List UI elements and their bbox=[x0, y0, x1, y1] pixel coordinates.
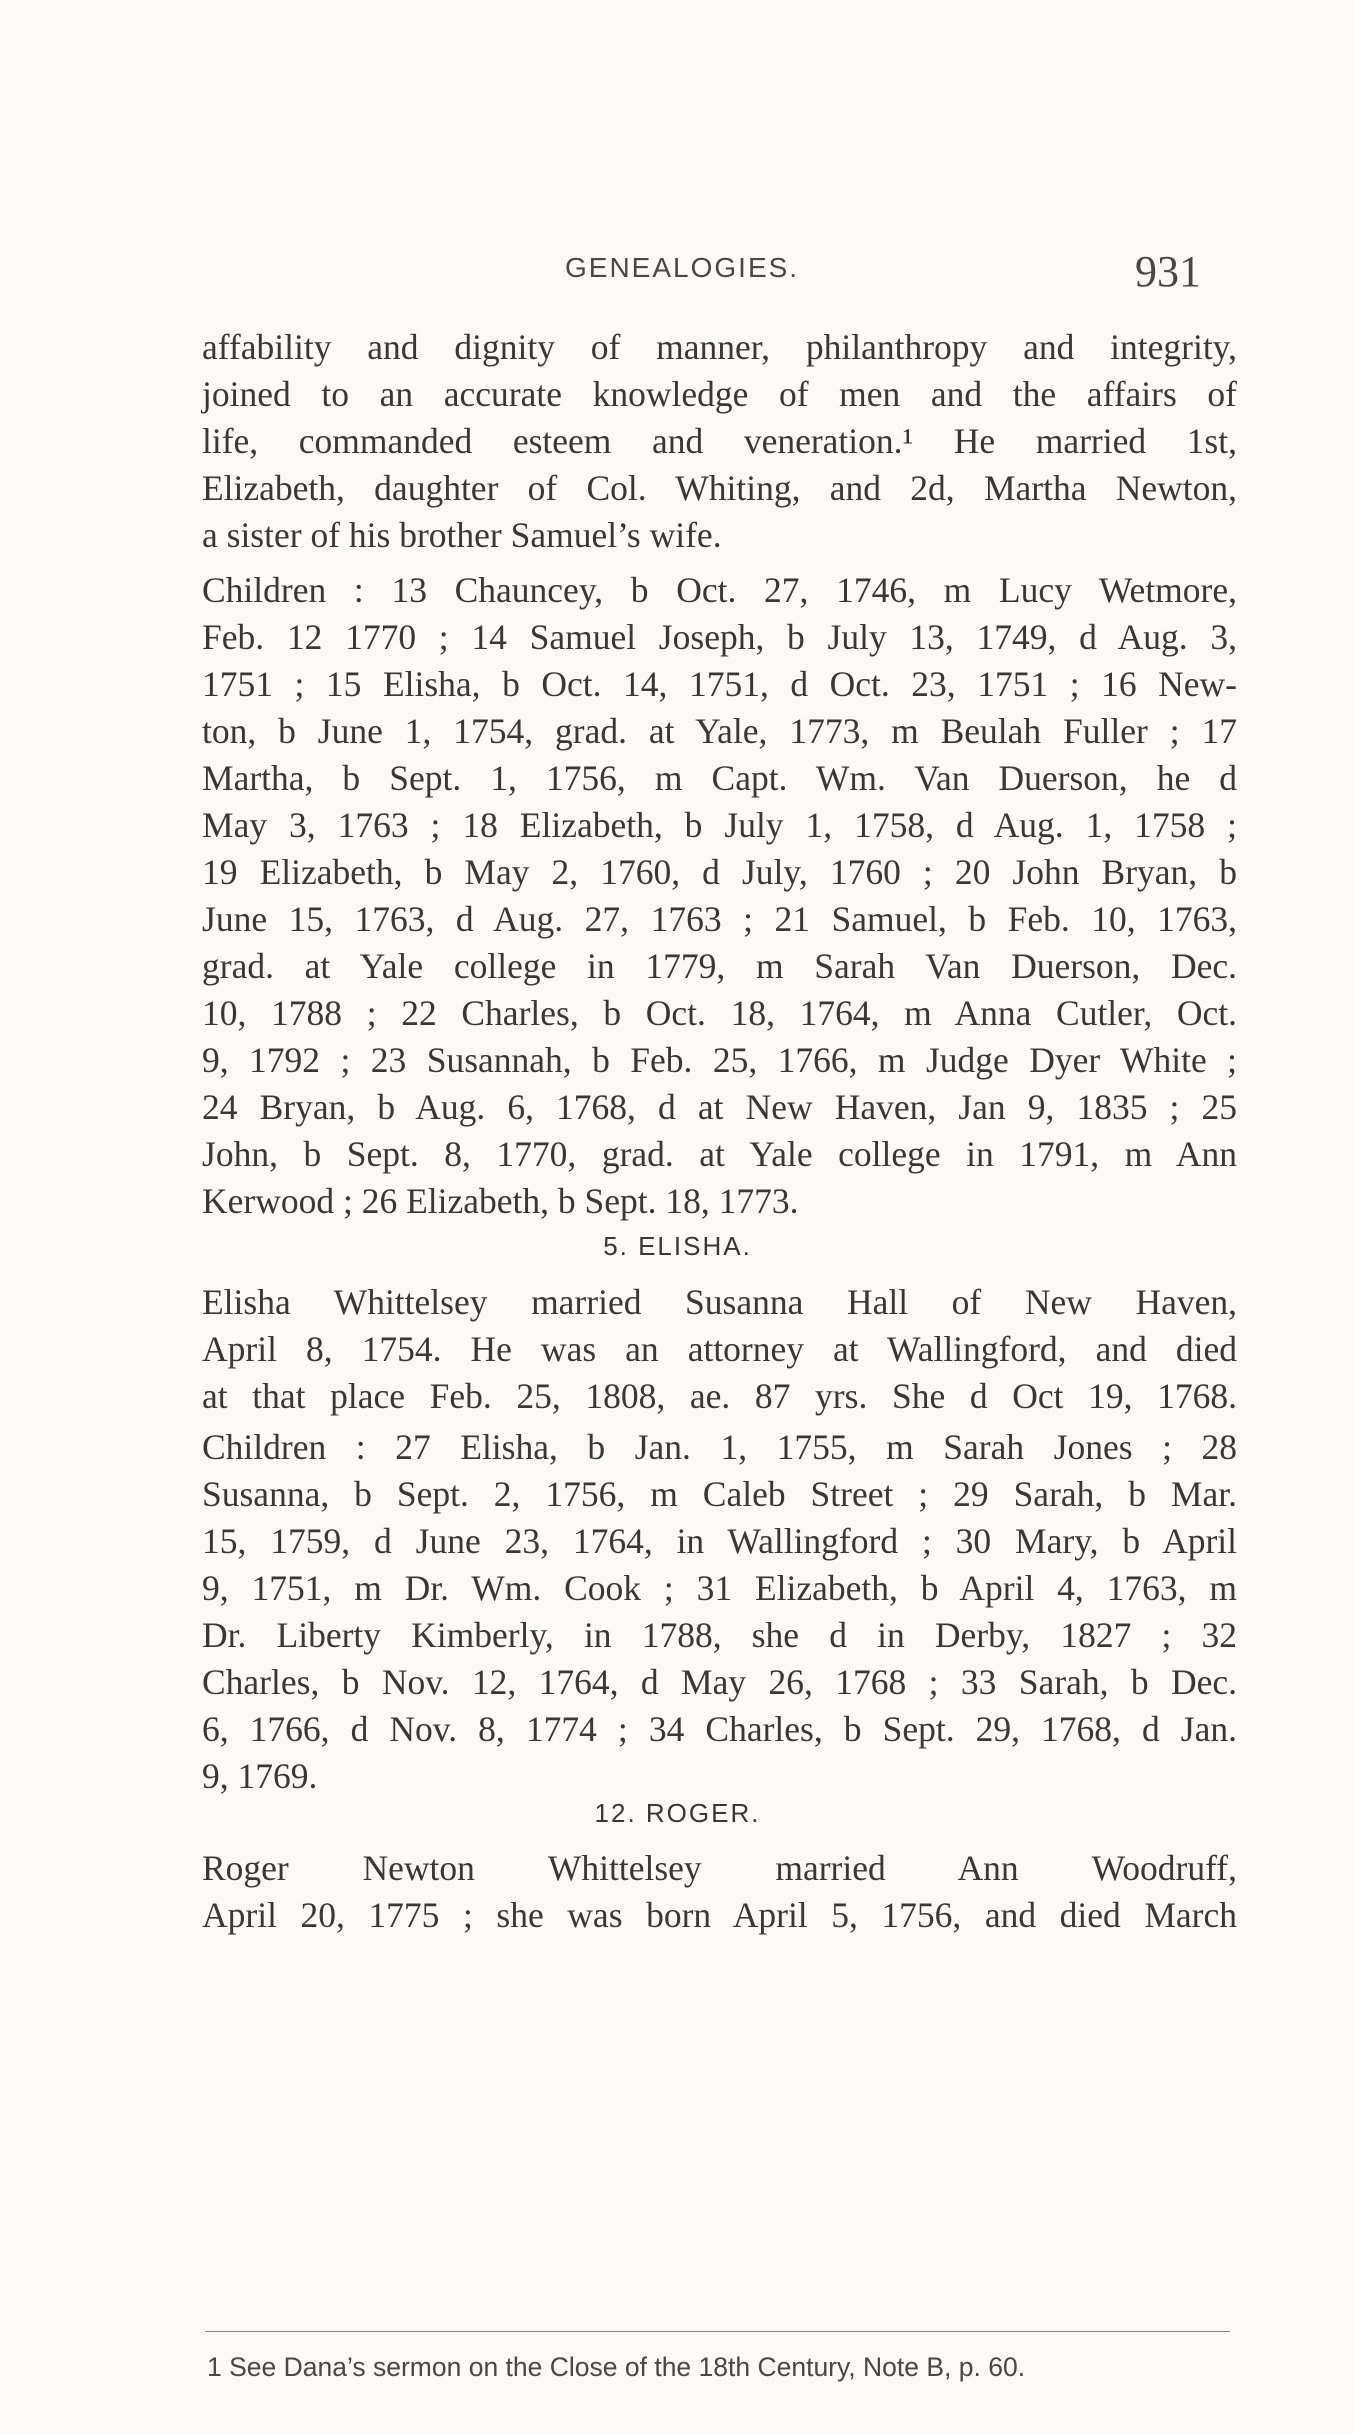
text-line: affability and dignity of manner, philanthropy and integrity, bbox=[202, 327, 1237, 367]
text-line: grad. at Yale college in 1779, m Sarah Van Duerson, Dec. bbox=[202, 946, 1237, 986]
text-line: 10, 1788 ; 22 Charles, b Oct. 18, 1764, m Anna Cutler, Oct. bbox=[202, 993, 1237, 1033]
text-line: a sister of his brother Samuel’s wife. bbox=[202, 515, 722, 555]
footnote-rule bbox=[205, 2331, 1230, 2332]
text-line: life, commanded esteem and veneration.¹ He married 1st, bbox=[202, 421, 1237, 461]
text-line: Kerwood ; 26 Elizabeth, b Sept. 18, 1773. bbox=[202, 1181, 799, 1221]
text-line: 24 Bryan, b Aug. 6, 1768, d at New Haven, Jan 9, 1835 ; 25 bbox=[202, 1087, 1237, 1127]
text-line: Dr. Liberty Kimberly, in 1788, she d in Derby, 1827 ; 32 bbox=[202, 1615, 1237, 1655]
text-line: 9, 1751, m Dr. Wm. Cook ; 31 Elizabeth, b April 4, 1763, m bbox=[202, 1568, 1237, 1608]
text-line: at that place Feb. 25, 1808, ae. 87 yrs. She d Oct 19, 1768. bbox=[202, 1376, 1237, 1416]
text-line: John, b Sept. 8, 1770, grad. at Yale college in 1791, m Ann bbox=[202, 1134, 1237, 1174]
text-line: Feb. 12 1770 ; 14 Samuel Joseph, b July 13, 1749, d Aug. 3, bbox=[202, 617, 1237, 657]
text-line: 9, 1769. bbox=[202, 1756, 318, 1796]
text-line: ton, b June 1, 1754, grad. at Yale, 1773, m Beulah Fuller ; 17 bbox=[202, 711, 1237, 751]
text-line: Elizabeth, daughter of Col. Whiting, and 2d, Martha Newton, bbox=[202, 468, 1237, 508]
running-head bbox=[0, 247, 1355, 296]
text-line: 1751 ; 15 Elisha, b Oct. 14, 1751, d Oct. 23, 1751 ; 16 New- bbox=[202, 664, 1237, 704]
page-number: 931 bbox=[1135, 247, 1201, 296]
section-heading: 12. ROGER. bbox=[594, 1798, 761, 1828]
text-line: May 3, 1763 ; 18 Elizabeth, b July 1, 1758, d Aug. 1, 1758 ; bbox=[202, 805, 1237, 845]
text-line: Elisha Whittelsey married Susanna Hall of New Haven, bbox=[202, 1282, 1237, 1322]
text-line: April 20, 1775 ; she was born April 5, 1756, and died March bbox=[202, 1895, 1237, 1935]
section-heading: 5. ELISHA. bbox=[603, 1231, 752, 1261]
text-line: Charles, b Nov. 12, 1764, d May 26, 1768 ; 33 Sarah, b Dec. bbox=[202, 1662, 1237, 1702]
running-title: GENEALOGIES. bbox=[565, 252, 800, 283]
text-line: 9, 1792 ; 23 Susannah, b Feb. 25, 1766, m Judge Dyer White ; bbox=[202, 1040, 1237, 1080]
text-line: 19 Elizabeth, b May 2, 1760, d July, 1760 ; 20 John Bryan, b bbox=[202, 852, 1237, 892]
text-line: June 15, 1763, d Aug. 27, 1763 ; 21 Samuel, b Feb. 10, 1763, bbox=[202, 899, 1237, 939]
text-line: Children : 13 Chauncey, b Oct. 27, 1746, m Lucy Wetmore, bbox=[202, 570, 1237, 610]
text-line: Martha, b Sept. 1, 1756, m Capt. Wm. Van Duerson, he d bbox=[202, 758, 1237, 798]
text-line: 6, 1766, d Nov. 8, 1774 ; 34 Charles, b Sept. 29, 1768, d Jan. bbox=[202, 1709, 1237, 1749]
text-line: joined to an accurate knowledge of men and the affairs of bbox=[202, 374, 1237, 414]
text-line: Susanna, b Sept. 2, 1756, m Caleb Street ; 29 Sarah, b Mar. bbox=[202, 1474, 1237, 1514]
text-line: 15, 1759, d June 23, 1764, in Wallingford ; 30 Mary, b April bbox=[202, 1521, 1237, 1561]
footnote: 1 See Dana’s sermon on the Close of the 18th Century, Note B, p. 60. bbox=[207, 2352, 1026, 2382]
text-line: Children : 27 Elisha, b Jan. 1, 1755, m Sarah Jones ; 28 bbox=[202, 1427, 1237, 1467]
text-line: April 8, 1754. He was an attorney at Wallingford, and died bbox=[202, 1329, 1237, 1369]
text-line: Roger Newton Whittelsey married Ann Woodruff, bbox=[202, 1848, 1237, 1888]
